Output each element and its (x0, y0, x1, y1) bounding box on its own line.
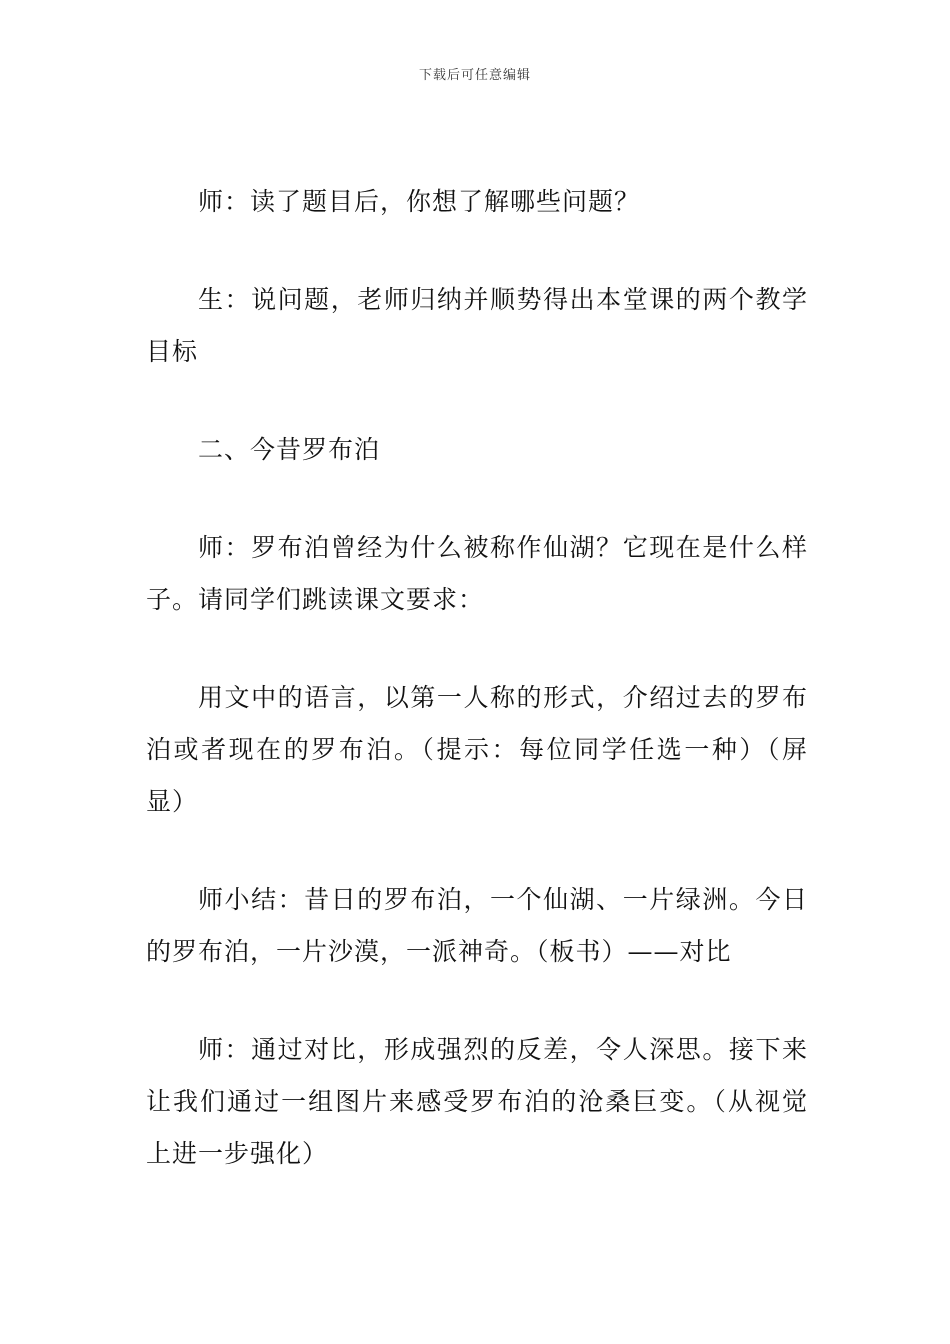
paragraph-task-instructions: 用文中的语言，以第一人称的形式，介绍过去的罗布泊或者现在的罗布泊。（提示：每位同学任选一种）（屏显） (146, 683, 808, 816)
paragraph-teacher-question: 师：读了题目后，你想了解哪些问题？ (198, 187, 641, 216)
header-note: 下载后可任意编辑 (418, 68, 531, 83)
paragraph-teacher-prompt: 师：罗布泊曾经为什么被称作仙湖？它现在是什么样子。请同学们跳读课文要求： (146, 533, 808, 614)
section-heading-lop-nur: 二、今昔罗布泊 (198, 435, 381, 464)
paragraph-teacher-summary: 师小结：昔日的罗布泊，一个仙湖、一片绿洲。今日的罗布泊，一片沙漠，一派神奇。（板书）——对比 (146, 885, 808, 966)
paragraph-teacher-transition: 师：通过对比，形成强烈的反差，令人深思。接下来让我们通过一组图片来感受罗布泊的沧桑巨变。（从视觉上进一步强化） (146, 1035, 808, 1168)
document-body (146, 176, 808, 1180)
paragraph-student-response: 生：说问题，老师归纳并顺势得出本堂课的两个教学目标 (146, 285, 808, 366)
